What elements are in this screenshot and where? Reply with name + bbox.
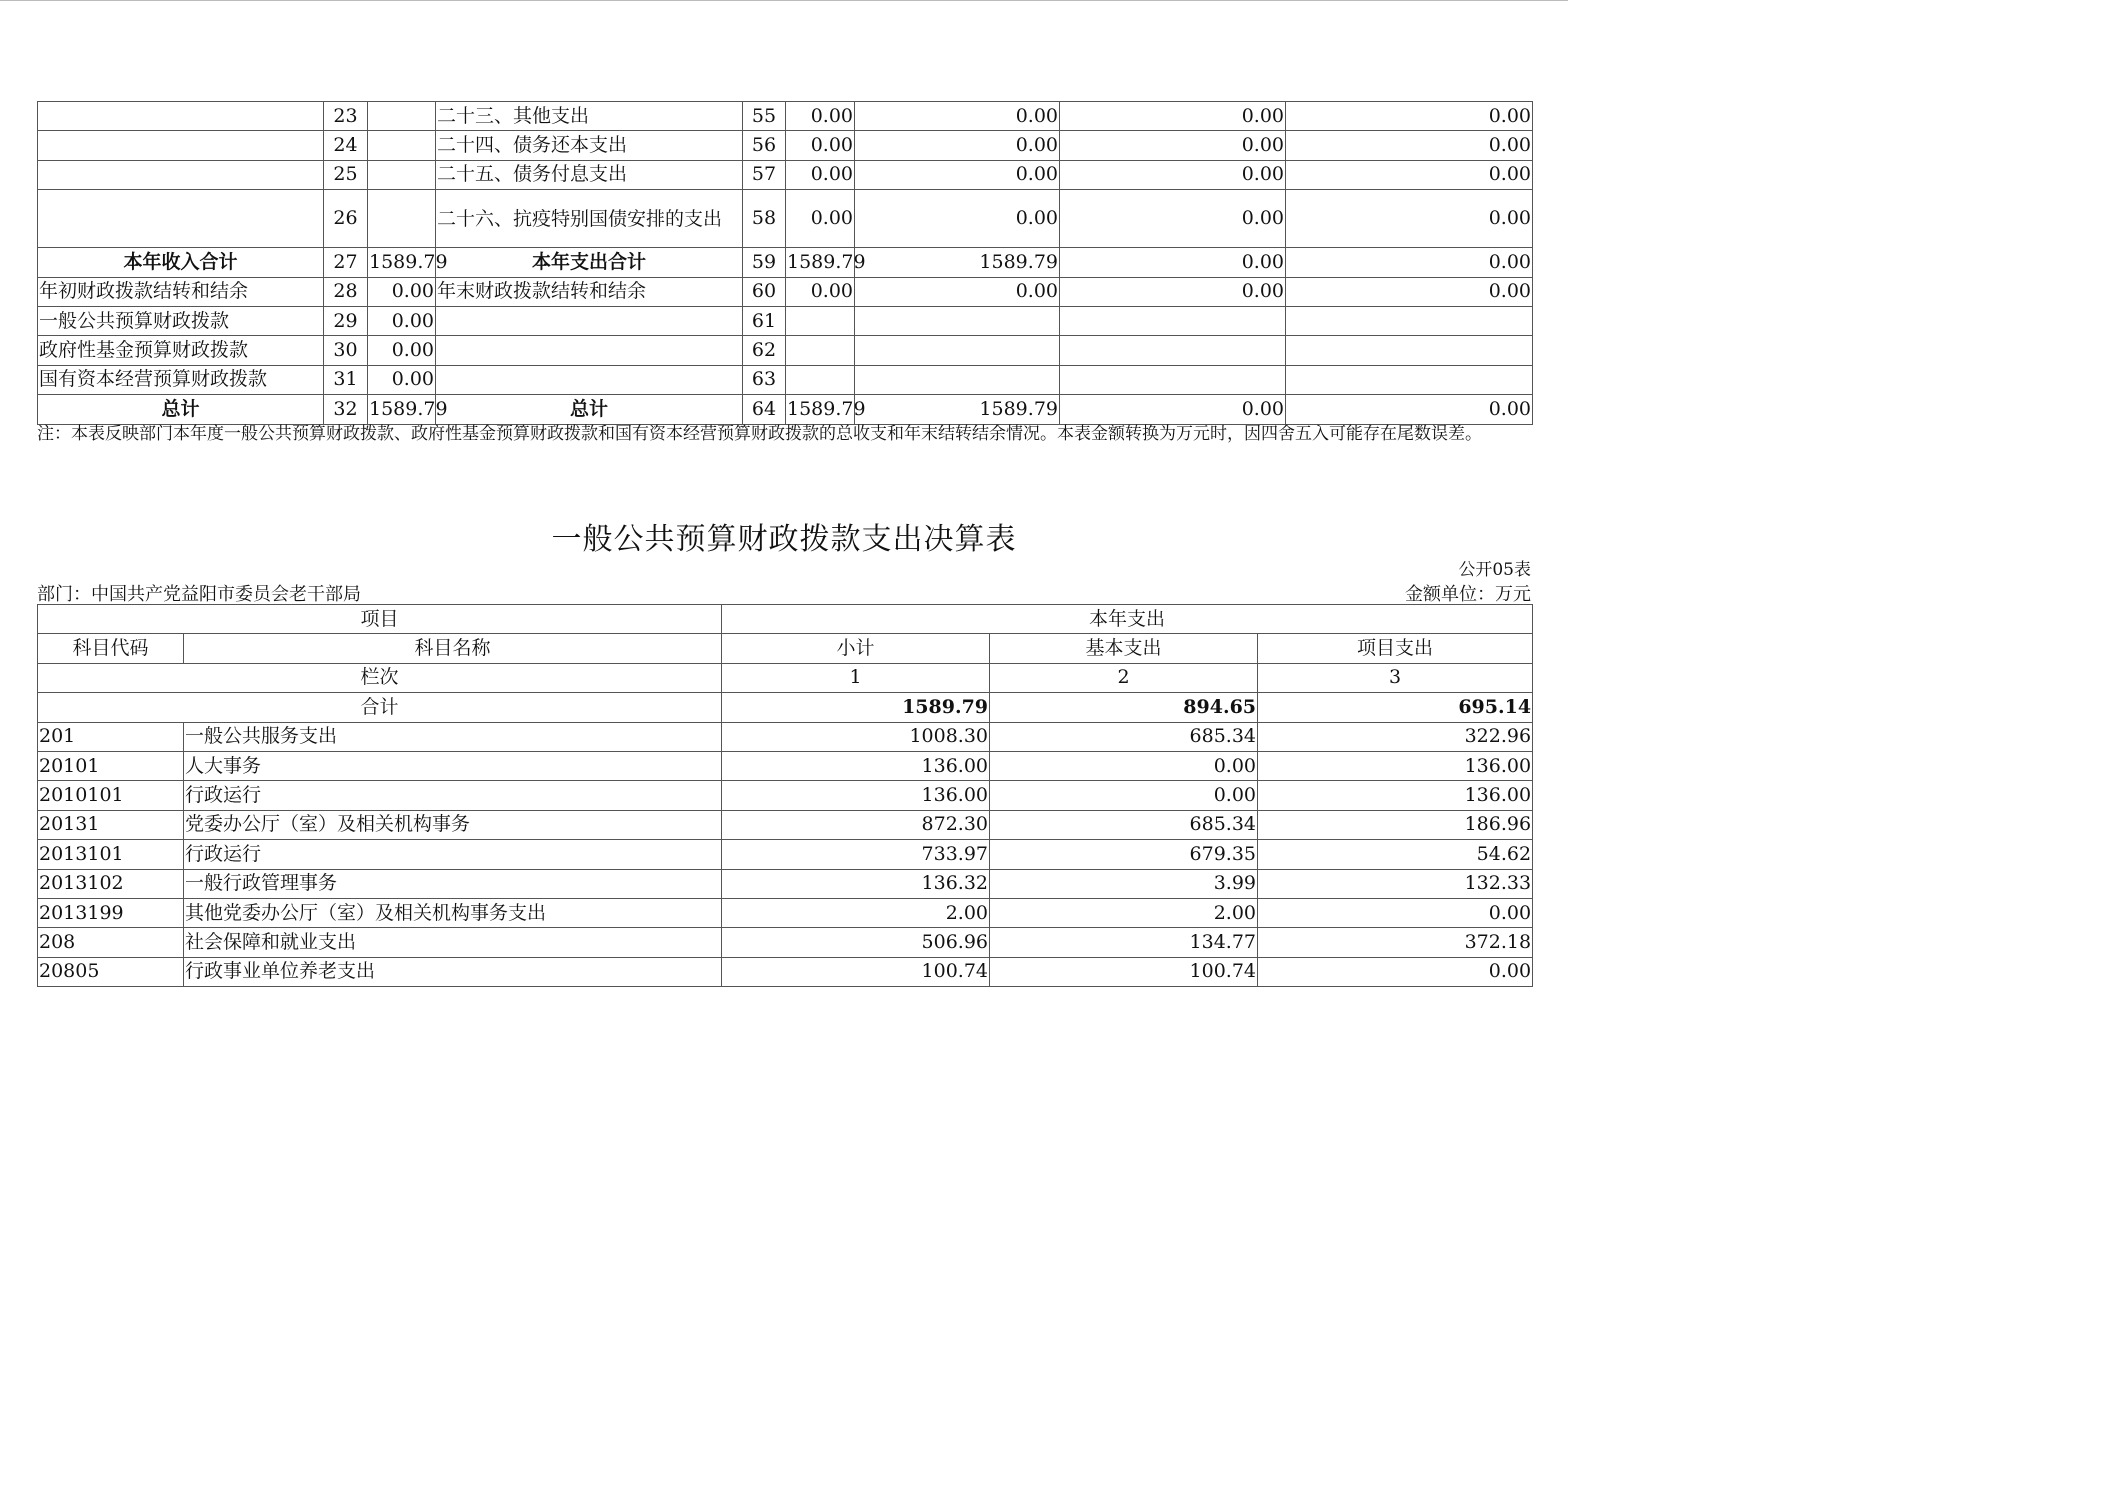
subject-code: 2010101 xyxy=(38,781,184,810)
expenditure-item-label: 年末财政拨款结转和结余 xyxy=(436,277,743,306)
project-expenditure-amount: 0.00 xyxy=(1258,957,1533,986)
column-index-row xyxy=(38,663,1533,692)
income-amount: 0.00 xyxy=(368,277,436,306)
header-project: 项目支出 xyxy=(1258,634,1533,663)
basic-expenditure-amount: 685.34 xyxy=(990,722,1258,751)
subject-code: 201 xyxy=(38,722,184,751)
income-line-number: 31 xyxy=(324,365,368,394)
subtotal-amount: 1008.30 xyxy=(722,722,990,751)
income-item-label xyxy=(38,102,324,131)
income-amount: 1589.79 xyxy=(368,248,436,277)
expenditure-item-label: 二十五、债务付息支出 xyxy=(436,160,743,189)
gov-fund-amount: 0.00 xyxy=(1060,277,1286,306)
summary-row xyxy=(38,248,1533,277)
project-expenditure-amount: 136.00 xyxy=(1258,751,1533,780)
project-expenditure-amount: 54.62 xyxy=(1258,840,1533,869)
general-budget-amount: 1589.79 xyxy=(855,248,1060,277)
header-code: 科目代码 xyxy=(38,634,184,663)
subtotal-amount: 136.00 xyxy=(722,781,990,810)
state-capital-amount: 0.00 xyxy=(1286,190,1533,248)
column-index-2: 2 xyxy=(990,663,1258,692)
subject-code: 20101 xyxy=(38,751,184,780)
summary-row xyxy=(38,131,1533,160)
table-row xyxy=(38,898,1533,927)
income-item-label: 政府性基金预算财政拨款 xyxy=(38,336,324,365)
project-expenditure-amount: 136.00 xyxy=(1258,781,1533,810)
header-item: 项目 xyxy=(38,605,722,634)
page-title: 一般公共预算财政拨款支出决算表 xyxy=(551,522,1017,557)
subject-name: 人大事务 xyxy=(184,751,722,780)
income-line-number: 30 xyxy=(324,336,368,365)
basic-expenditure-amount: 100.74 xyxy=(990,957,1258,986)
general-budget-amount: 0.00 xyxy=(855,190,1060,248)
income-item-label: 国有资本经营预算财政拨款 xyxy=(38,365,324,394)
general-budget-amount xyxy=(855,306,1060,335)
gov-fund-amount xyxy=(1060,336,1286,365)
table-row xyxy=(38,869,1533,898)
general-budget-amount xyxy=(855,365,1060,394)
expenditure-total: 0.00 xyxy=(786,102,855,131)
income-line-number: 32 xyxy=(324,395,368,424)
subject-code: 2013102 xyxy=(38,869,184,898)
subtotal-amount: 2.00 xyxy=(722,898,990,927)
summary-row xyxy=(38,102,1533,131)
expenditure-total: 1589.79 xyxy=(786,248,855,277)
basic-expenditure-amount: 134.77 xyxy=(990,928,1258,957)
subtotal-amount: 506.96 xyxy=(722,928,990,957)
basic-expenditure-amount: 3.99 xyxy=(990,869,1258,898)
income-item-label xyxy=(38,131,324,160)
header-current-expenditure: 本年支出 xyxy=(722,605,1533,634)
income-line-number: 26 xyxy=(324,190,368,248)
subject-name: 行政事业单位养老支出 xyxy=(184,957,722,986)
form-number: 公开05表 xyxy=(1458,560,1531,580)
header-row-2 xyxy=(38,634,1533,663)
income-item-label: 年初财政拨款结转和结余 xyxy=(38,277,324,306)
summary-row xyxy=(38,336,1533,365)
income-line-number: 24 xyxy=(324,131,368,160)
expenditure-item-label: 二十四、债务还本支出 xyxy=(436,131,743,160)
income-line-number: 25 xyxy=(324,160,368,189)
expenditure-total xyxy=(786,336,855,365)
column-index-label: 栏次 xyxy=(38,663,722,692)
income-amount: 0.00 xyxy=(368,336,436,365)
income-amount: 0.00 xyxy=(368,306,436,335)
subtotal-amount: 872.30 xyxy=(722,810,990,839)
expenditure-total: 0.00 xyxy=(786,277,855,306)
page-top-border xyxy=(0,0,1568,1)
income-line-number: 29 xyxy=(324,306,368,335)
income-amount xyxy=(368,102,436,131)
basic-expenditure-amount: 685.34 xyxy=(990,810,1258,839)
expenditure-line-number: 58 xyxy=(743,190,786,248)
general-budget-amount: 0.00 xyxy=(855,102,1060,131)
expenditure-item-label xyxy=(436,306,743,335)
state-capital-amount: 0.00 xyxy=(1286,395,1533,424)
header-name: 科目名称 xyxy=(184,634,722,663)
subtotal-amount: 136.00 xyxy=(722,751,990,780)
expenditure-item-label xyxy=(436,336,743,365)
general-budget-expenditure-table xyxy=(37,604,1533,987)
project-expenditure-amount: 132.33 xyxy=(1258,869,1533,898)
income-item-label xyxy=(38,160,324,189)
expenditure-line-number: 55 xyxy=(743,102,786,131)
expenditure-total: 1589.79 xyxy=(786,395,855,424)
basic-expenditure-amount: 2.00 xyxy=(990,898,1258,927)
expenditure-item-label: 二十三、其他支出 xyxy=(436,102,743,131)
basic-expenditure-amount: 0.00 xyxy=(990,781,1258,810)
gov-fund-amount: 0.00 xyxy=(1060,248,1286,277)
general-budget-amount: 1589.79 xyxy=(855,395,1060,424)
total-subtotal: 1589.79 xyxy=(722,693,990,722)
table-row xyxy=(38,810,1533,839)
state-capital-amount xyxy=(1286,336,1533,365)
table-note: 注：本表反映部门本年度一般公共预算财政拨款、政府性基金预算财政拨款和国有资本经营预算财政拨款的总收支和年末结转结余情况。本表金额转换为万元时，因四舍五入可能存在尾数误差。 xyxy=(37,424,1482,444)
table-row xyxy=(38,957,1533,986)
expenditure-item-label xyxy=(436,365,743,394)
expenditure-total: 0.00 xyxy=(786,160,855,189)
expenditure-line-number: 60 xyxy=(743,277,786,306)
total-project: 695.14 xyxy=(1258,693,1533,722)
expenditure-item-label: 总计 xyxy=(436,395,743,424)
income-amount: 1589.79 xyxy=(368,395,436,424)
expenditure-line-number: 64 xyxy=(743,395,786,424)
gov-fund-amount: 0.00 xyxy=(1060,131,1286,160)
state-capital-amount: 0.00 xyxy=(1286,277,1533,306)
expenditure-line-number: 62 xyxy=(743,336,786,365)
column-index-1: 1 xyxy=(722,663,990,692)
state-capital-amount: 0.00 xyxy=(1286,102,1533,131)
general-budget-amount: 0.00 xyxy=(855,131,1060,160)
subtotal-amount: 136.32 xyxy=(722,869,990,898)
gov-fund-amount: 0.00 xyxy=(1060,102,1286,131)
income-item-label: 本年收入合计 xyxy=(38,248,324,277)
state-capital-amount: 0.00 xyxy=(1286,248,1533,277)
income-line-number: 23 xyxy=(324,102,368,131)
project-expenditure-amount: 186.96 xyxy=(1258,810,1533,839)
project-expenditure-amount: 372.18 xyxy=(1258,928,1533,957)
header-subtotal: 小计 xyxy=(722,634,990,663)
income-item-label xyxy=(38,190,324,248)
general-budget-amount: 0.00 xyxy=(855,160,1060,189)
general-budget-amount: 0.00 xyxy=(855,277,1060,306)
table-row xyxy=(38,928,1533,957)
subject-code: 2013199 xyxy=(38,898,184,927)
expenditure-line-number: 59 xyxy=(743,248,786,277)
subject-name: 行政运行 xyxy=(184,781,722,810)
table-row xyxy=(38,840,1533,869)
expenditure-item-label: 本年支出合计 xyxy=(436,248,743,277)
table-row xyxy=(38,781,1533,810)
amount-unit-label: 金额单位：万元 xyxy=(1405,584,1531,605)
subtotal-amount: 733.97 xyxy=(722,840,990,869)
expenditure-total: 0.00 xyxy=(786,190,855,248)
income-item-label: 总计 xyxy=(38,395,324,424)
total-row xyxy=(38,693,1533,722)
expenditure-line-number: 56 xyxy=(743,131,786,160)
department-label: 部门：中国共产党益阳市委员会老干部局 xyxy=(37,584,361,605)
subject-code: 20805 xyxy=(38,957,184,986)
total-label: 合计 xyxy=(38,693,722,722)
subtotal-amount: 100.74 xyxy=(722,957,990,986)
subject-name: 行政运行 xyxy=(184,840,722,869)
gov-fund-amount xyxy=(1060,365,1286,394)
column-index-3: 3 xyxy=(1258,663,1533,692)
total-basic: 894.65 xyxy=(990,693,1258,722)
header-row-1 xyxy=(38,605,1533,634)
gov-fund-amount: 0.00 xyxy=(1060,395,1286,424)
gov-fund-amount: 0.00 xyxy=(1060,160,1286,189)
income-line-number: 27 xyxy=(324,248,368,277)
subject-name: 一般公共服务支出 xyxy=(184,722,722,751)
expenditure-item-label: 二十六、抗疫特别国债安排的支出 xyxy=(436,190,743,248)
basic-expenditure-amount: 679.35 xyxy=(990,840,1258,869)
gov-fund-amount xyxy=(1060,306,1286,335)
subject-code: 2013101 xyxy=(38,840,184,869)
income-amount: 0.00 xyxy=(368,365,436,394)
state-capital-amount xyxy=(1286,365,1533,394)
summary-row xyxy=(38,306,1533,335)
table-row xyxy=(38,751,1533,780)
basic-expenditure-amount: 0.00 xyxy=(990,751,1258,780)
gov-fund-amount: 0.00 xyxy=(1060,190,1286,248)
subject-code: 208 xyxy=(38,928,184,957)
state-capital-amount xyxy=(1286,306,1533,335)
expenditure-line-number: 63 xyxy=(743,365,786,394)
summary-row xyxy=(38,190,1533,248)
state-capital-amount: 0.00 xyxy=(1286,160,1533,189)
income-item-label: 一般公共预算财政拨款 xyxy=(38,306,324,335)
expenditure-total xyxy=(786,306,855,335)
income-amount xyxy=(368,131,436,160)
state-capital-amount: 0.00 xyxy=(1286,131,1533,160)
subject-name: 社会保障和就业支出 xyxy=(184,928,722,957)
income-expense-summary-table xyxy=(37,101,1533,425)
income-amount xyxy=(368,160,436,189)
expenditure-total: 0.00 xyxy=(786,131,855,160)
summary-row xyxy=(38,277,1533,306)
table-row xyxy=(38,722,1533,751)
project-expenditure-amount: 0.00 xyxy=(1258,898,1533,927)
subject-name: 党委办公厅（室）及相关机构事务 xyxy=(184,810,722,839)
expenditure-line-number: 57 xyxy=(743,160,786,189)
expenditure-total xyxy=(786,365,855,394)
project-expenditure-amount: 322.96 xyxy=(1258,722,1533,751)
header-basic: 基本支出 xyxy=(990,634,1258,663)
expenditure-line-number: 61 xyxy=(743,306,786,335)
summary-row xyxy=(38,395,1533,424)
income-amount xyxy=(368,190,436,248)
subject-code: 20131 xyxy=(38,810,184,839)
income-line-number: 28 xyxy=(324,277,368,306)
summary-row xyxy=(38,365,1533,394)
subject-name: 其他党委办公厅（室）及相关机构事务支出 xyxy=(184,898,722,927)
summary-row xyxy=(38,160,1533,189)
subject-name: 一般行政管理事务 xyxy=(184,869,722,898)
general-budget-amount xyxy=(855,336,1060,365)
